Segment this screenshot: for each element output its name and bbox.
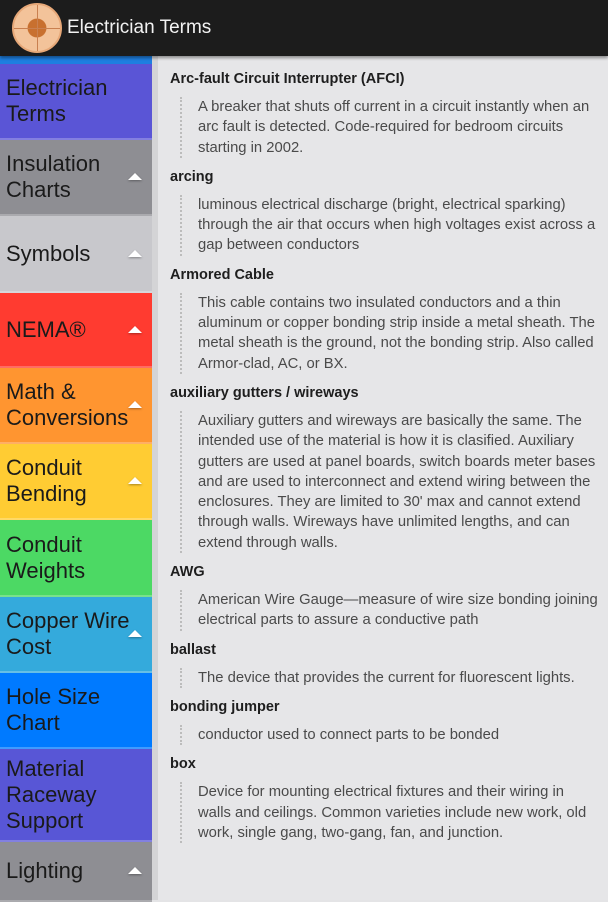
sidebar-item-conduit-weights[interactable] [0,520,152,597]
term-title: ballast [170,641,216,658]
app-bar [0,0,608,56]
sidebar-item-label: Conduit Bending [6,455,87,506]
expand-arrow-icon[interactable] [128,401,142,408]
sidebar-item-label: Material Raceway Support [6,755,97,833]
sidebar-item-label: Conduit Weights [6,531,86,583]
term-definition: American Wire Gauge—measure of wire size bonding joining electrical parts to assure a conductive path [180,590,600,631]
term-definition: luminous electrical discharge (bright, electrical sparking) through the air that occurs when high voltages exist across a gap between conductors [180,195,600,256]
sidebar-top-strip [0,56,152,64]
sidebar-item-insulation-charts[interactable] [0,140,152,216]
term-definition: A breaker that shuts off current in a circuit instantly when an arc fault is detected. Code-required for bedroom circuits starting in 2002. [180,97,600,158]
term-definition: The device that provides the current for fluorescent lights. [180,668,600,688]
term-definition: This cable contains two insulated conductors and a thin aluminum or copper bonding strip inside a metal sheath. The metal sheath is the ground, not the bonding strip. Also called Armor-clad, AC, or BX. [180,293,600,374]
sidebar-item-label: Math & Conversions [6,379,129,430]
sidebar-item-label: NEMA® [6,316,86,342]
term-title: auxiliary gutters / wireways [170,384,359,401]
sidebar-item-label: Symbols [6,240,91,266]
term-definition: Device for mounting electrical fixtures and their wiring in walls and ceilings. Common varieties include new work, old work, single gang, two-gang, fan, and junction. [180,782,600,843]
term-definition: conductor used to connect parts to be bonded [180,725,600,745]
expand-arrow-icon[interactable] [128,326,142,333]
expand-arrow-icon[interactable] [128,477,142,484]
app-logo-icon[interactable] [12,3,62,53]
sidebar-item-conduit-bending[interactable] [0,444,152,520]
sidebar [0,56,152,900]
sidebar-item-label: Insulation Charts [6,151,101,202]
sidebar-item-label: Copper Wire Cost [6,608,130,659]
expand-arrow-icon[interactable] [128,250,142,257]
sidebar-item-copper-wire-cost[interactable] [0,597,152,673]
expand-arrow-icon[interactable] [128,867,142,874]
term-title: box [170,756,196,773]
term-title: Arc-fault Circuit Interrupter (AFCI) [170,71,405,87]
term-title: bonding jumper [170,698,280,715]
sidebar-item-nema[interactable] [0,293,152,368]
sidebar-item-math-conversions[interactable] [0,368,152,444]
term-definition: Auxiliary gutters and wireways are basically the same. The intended use of the material is how it is clasified. Auxiliary gutters are used at panel boards, switch boards meter bases and are used to interconnect and extend wiring between the enclosures. They are limited to 30' max and cannot extend through walls. Wireways have unlimited lengths, and can extend through walls. [180,411,600,553]
sidebar-item-label: Electrician Terms [6,75,108,126]
terms-list[interactable] [152,56,608,900]
term-title: AWG [170,564,205,581]
sidebar-item-label: Hole Size Chart [6,684,101,735]
sidebar-item-symbols[interactable] [0,216,152,293]
sidebar-item-electrician-terms[interactable] [0,64,152,140]
sidebar-item-lighting[interactable] [0,842,152,902]
sidebar-item-label: Lighting [6,858,84,883]
term-title: Armored Cable [170,266,274,283]
sidebar-item-material-raceway-support[interactable] [0,749,152,842]
expand-arrow-icon[interactable] [128,630,142,637]
expand-arrow-icon[interactable] [128,173,142,180]
app-title: Electrician Terms [67,17,212,38]
term-title: arcing [170,168,214,185]
sidebar-item-hole-size-chart[interactable] [0,673,152,749]
